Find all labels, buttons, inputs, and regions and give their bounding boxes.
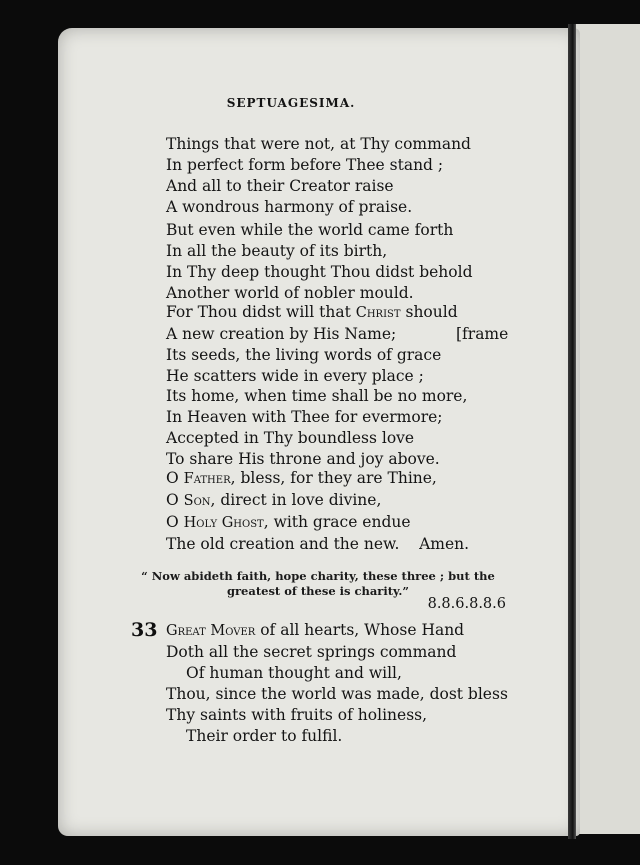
verse-line: In perfect form before Thee stand ; bbox=[166, 156, 444, 174]
running-header: SEPTUAGESIMA. bbox=[226, 96, 356, 110]
carried-over-word: [frame bbox=[456, 325, 509, 343]
small-caps-name: Son bbox=[183, 493, 211, 509]
small-caps-name: Christ bbox=[355, 305, 401, 321]
stanza-4 bbox=[166, 386, 467, 470]
verse-line: In all the beauty of its birth, bbox=[166, 242, 388, 260]
verse-text: should bbox=[400, 303, 458, 321]
facing-page-edge bbox=[572, 24, 640, 834]
verse-line bbox=[166, 324, 516, 345]
epigraph-line: “ Now abideth faith, hope charity, these three ; but the bbox=[141, 569, 495, 583]
hymn-33 bbox=[166, 620, 508, 747]
verse-line: And all to their Creator raise bbox=[166, 177, 394, 195]
verse-line: Thy saints with fruits of holiness, bbox=[166, 706, 428, 724]
verse-line-indented: Of human thought and will, bbox=[186, 664, 402, 682]
verse-line bbox=[166, 620, 508, 642]
verse-line: In Heaven with Thee for evermore; bbox=[166, 408, 443, 426]
verse-line bbox=[166, 302, 516, 324]
verse-line bbox=[166, 468, 469, 490]
verse-text: O bbox=[166, 513, 184, 531]
verse-line: Its seeds, the living words of grace bbox=[166, 346, 442, 364]
book-gutter bbox=[568, 24, 576, 839]
meter-label: 8.8.6.8.8.6 bbox=[427, 596, 506, 612]
verse-line: Accepted in Thy boundless love bbox=[166, 429, 415, 447]
verse-line: In Thy deep thought Thou didst behold bbox=[166, 263, 473, 281]
verse-text: A new creation by His Name; bbox=[166, 325, 397, 343]
stanza-3 bbox=[166, 302, 516, 387]
verse-text: of all hearts, Whose Hand bbox=[255, 621, 465, 639]
verse-line: But even while the world came forth bbox=[166, 221, 454, 239]
verse-line: Doth all the secret springs command bbox=[166, 643, 457, 661]
stanza-1 bbox=[166, 134, 471, 218]
verse-text: , direct in love divine, bbox=[210, 491, 382, 509]
small-caps-name: Holy Ghost bbox=[183, 515, 264, 531]
small-caps-opening: Great Mover bbox=[166, 623, 256, 639]
verse-line bbox=[166, 512, 469, 534]
verse-line: Its home, when time shall be no more, bbox=[166, 387, 468, 405]
small-caps-name: Father bbox=[183, 471, 231, 487]
verse-text: O bbox=[166, 491, 184, 509]
verse-text: For Thou didst will that bbox=[166, 303, 356, 321]
hymn-number: 33 bbox=[131, 619, 158, 641]
verse-line: A wondrous harmony of praise. bbox=[166, 198, 413, 216]
verse-line: The old creation and the new. Amen. bbox=[166, 535, 470, 553]
epigraph bbox=[128, 569, 508, 599]
verse-line: Thou, since the world was made, dost bless bbox=[166, 685, 508, 703]
verse-line: Things that were not, at Thy command bbox=[166, 135, 471, 153]
verse-line bbox=[166, 490, 469, 512]
verse-text: O bbox=[166, 469, 184, 487]
verse-line-indented: Their order to fulfil. bbox=[186, 727, 343, 745]
verse-text: , with grace endue bbox=[263, 513, 411, 531]
epigraph-line: greatest of these is charity.” bbox=[226, 584, 410, 598]
verse-line: He scatters wide in every place ; bbox=[166, 367, 424, 385]
verse-text: , bless, for they are Thine, bbox=[230, 469, 437, 487]
verse-line: Another world of nobler mould. bbox=[166, 284, 414, 302]
verse-line: To share His throne and joy above. bbox=[166, 450, 440, 468]
stanza-2 bbox=[166, 220, 473, 304]
stanza-5 bbox=[166, 468, 469, 555]
